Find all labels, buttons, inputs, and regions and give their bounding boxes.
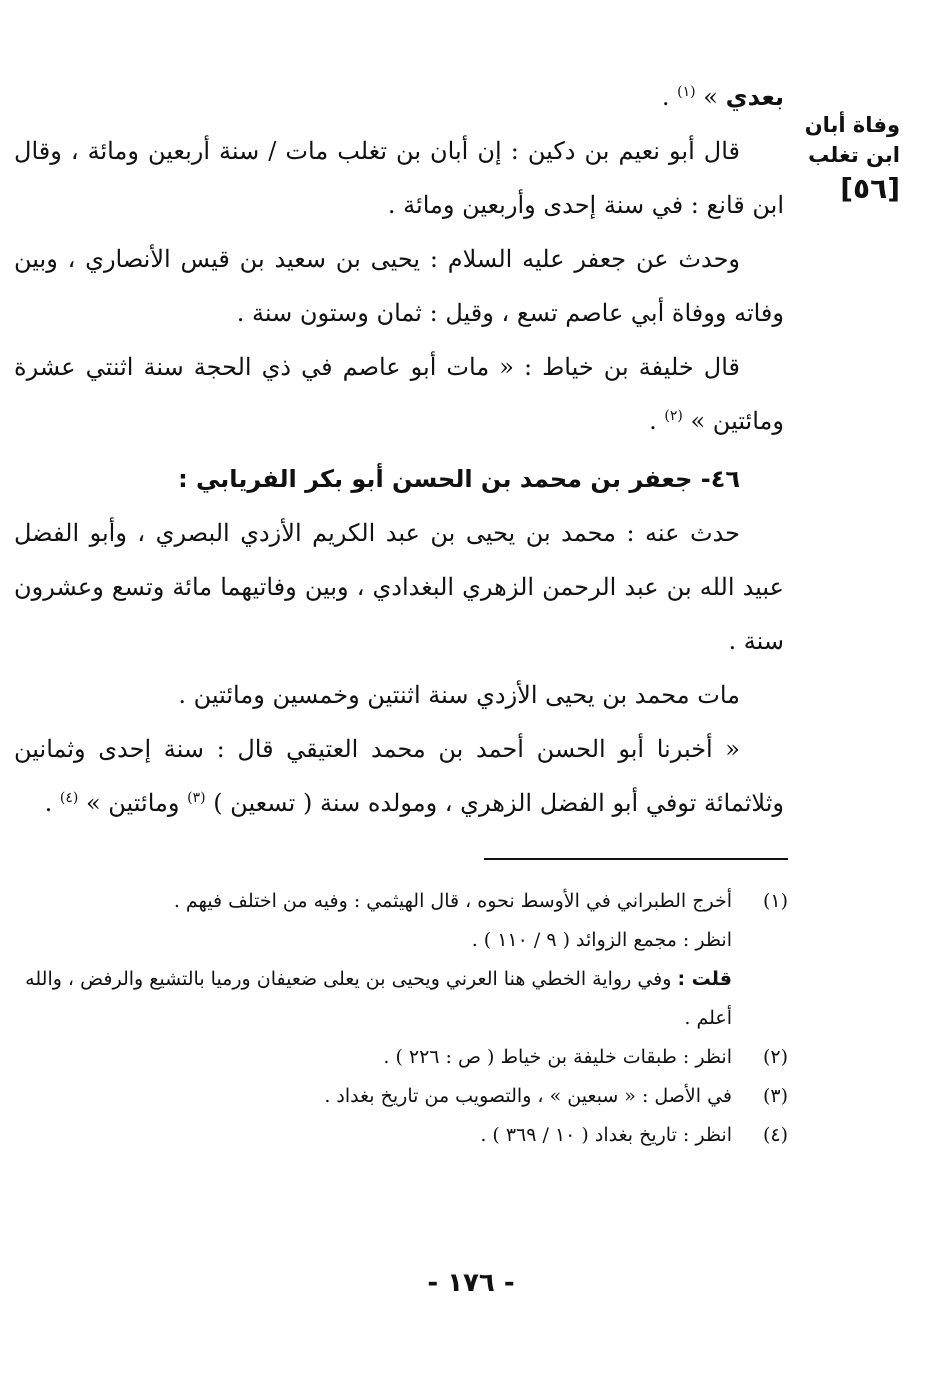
paragraph-3: وحدث عن جعفر عليه السلام : يحيى بن سعيد بن قيس الأنصاري ، وبين وفاته ووفاة أبي عاصم تسع ، وقيل : ثمان وستون سنة . xyxy=(14,245,784,327)
paragraph-5: حدث عنه : محمد بن يحيى بن عبد الكريم الأزدي البصري ، وأبو الفضل عبيد الله بن عبد الرحمن الزهري البغدادي ، وبين وفاتيهما مائة وتسع وعشرون سنة . xyxy=(14,519,784,655)
footnote-ref-1: (١) xyxy=(677,84,696,100)
footnote-divider xyxy=(484,858,788,860)
page-number: - ١٧٦ - xyxy=(427,1268,515,1298)
footnote-1-remark-bold: قلت : xyxy=(677,968,732,990)
footnote-1 xyxy=(14,882,788,921)
footnote-3-text: في الأصل : « سبعين » ، والتصويب من تاريخ بغداد . xyxy=(324,1085,732,1107)
footnote-2-text: انظر : طبقات خليفة بن خياط ( ص : ٢٢٦ ) . xyxy=(383,1046,732,1068)
paragraph-1 xyxy=(14,70,784,124)
margin-note xyxy=(800,110,900,208)
paragraph-7-end: . xyxy=(44,789,60,817)
paragraph-4-text: قال خليفة بن خياط : « مات أبو عاصم في ذي الحجة سنة اثنتي عشرة ومائتين » xyxy=(14,353,784,435)
footnote-1-continuation: انظر : مجمع الزوائد ( ٩ / ١١٠ ) . xyxy=(471,929,732,951)
footnote-1-text: أخرج الطبراني في الأوسط نحوه ، قال الهيثمي : وفيه من اختلف فيهم . xyxy=(173,890,732,912)
footnotes xyxy=(14,882,788,1155)
footnote-ref-2: (٢) xyxy=(664,408,683,424)
footnote-4 xyxy=(14,1116,788,1155)
entry-heading: ٤٦- جعفر بن محمد بن الحسن أبو بكر الفريابي : xyxy=(178,465,740,493)
footnote-2 xyxy=(14,1038,788,1077)
paragraph-1-bold: بعدي xyxy=(725,83,784,111)
footnote-ref-3: (٣) xyxy=(187,790,206,806)
footnote-3 xyxy=(14,1077,788,1116)
footnote-4-mark: (٤) xyxy=(762,1124,788,1146)
margin-note-line-1: وفاة أبان xyxy=(804,113,900,137)
paragraph-2: قال أبو نعيم بن دكين : إن أبان بن تغلب مات / سنة أربعين ومائة ، وقال ابن قانع : في سنة إحدى وأربعين ومائة . xyxy=(14,137,784,219)
footnote-3-mark: (٣) xyxy=(762,1085,788,1107)
footnote-1-remark-text: وفي رواية الخطي هنا العرني ويحيى بن يعلى ضعيفان ورميا بالتشيع والرفض ، والله أعلم . xyxy=(25,968,732,1029)
paragraph-7 xyxy=(14,722,784,830)
margin-note-line-2: ابن تغلب xyxy=(808,143,900,167)
paragraph-6: مات محمد بن يحيى الأزدي سنة اثنتين وخمسين ومائتين . xyxy=(178,681,740,709)
paragraph-1-end: . xyxy=(661,83,678,111)
footnote-4-text: انظر : تاريخ بغداد ( ١٠ / ٣٦٩ ) . xyxy=(480,1124,732,1146)
main-text xyxy=(14,70,784,830)
footnote-1-mark: (١) xyxy=(762,890,788,912)
paragraph-7-mid: ومائتين » xyxy=(78,789,188,817)
footnote-2-mark: (٢) xyxy=(762,1046,788,1068)
paragraph-7-text: « أخبرنا أبو الحسن أحمد بن محمد العتيقي قال : سنة إحدى وثمانين وثلاثمائة توفي أبو الفضل الزهري ، ومولده سنة ( تسعين ) xyxy=(14,735,784,817)
margin-note-number: [٥٦] xyxy=(840,172,900,205)
footnote-ref-4: (٤) xyxy=(59,790,79,806)
paragraph-4 xyxy=(14,340,784,448)
paragraph-4-end: . xyxy=(649,407,665,435)
footnote-1-remark xyxy=(14,960,788,1038)
paragraph-1-rest: » xyxy=(695,83,726,111)
